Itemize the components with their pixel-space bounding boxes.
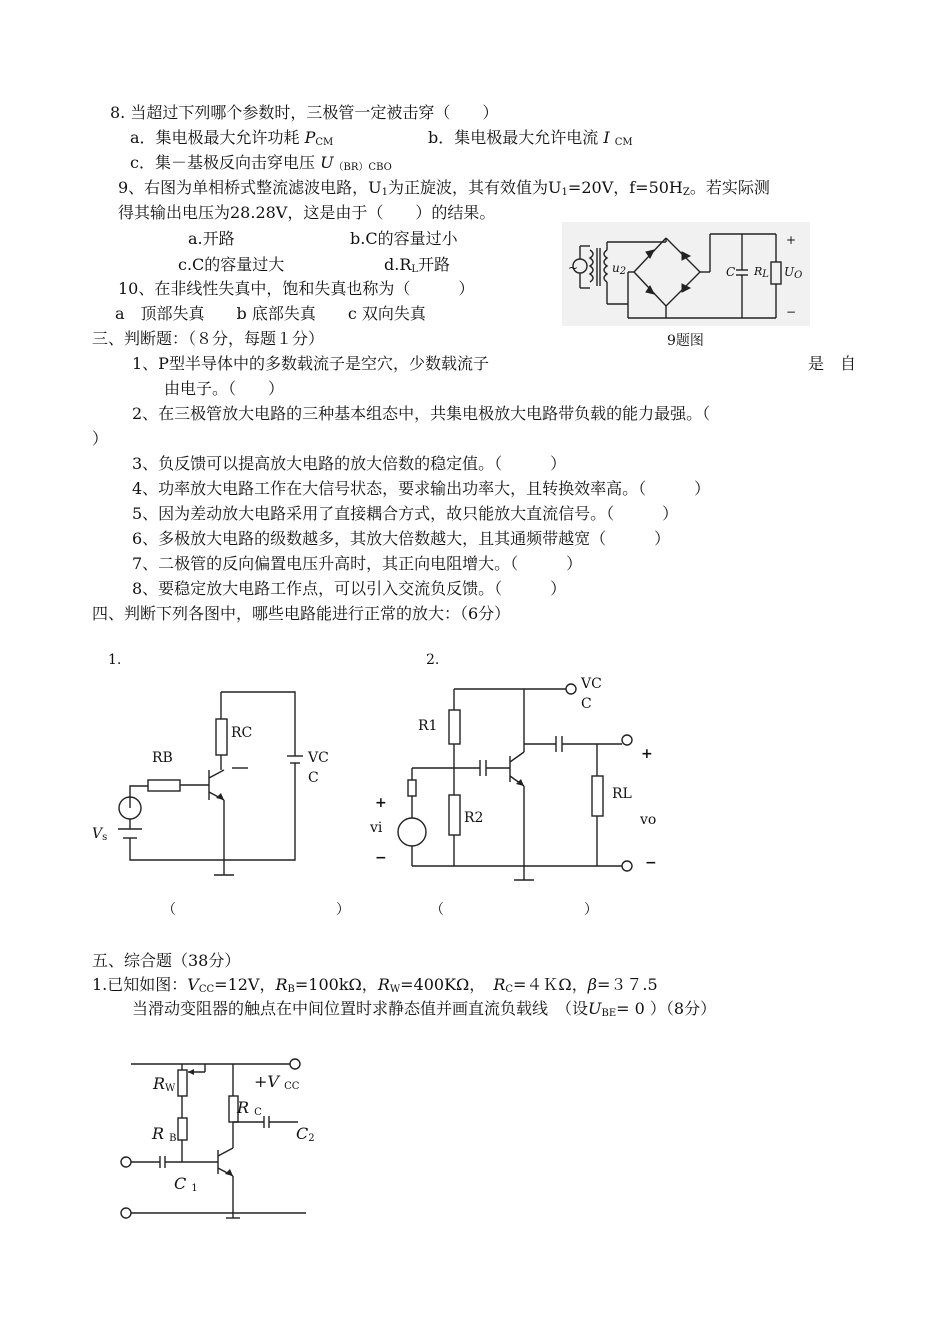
q9-option-b: b.C的容量过小 <box>350 229 458 248</box>
q9-figure-caption: 9题图 <box>667 333 704 349</box>
sec3-item-1: 1、P型半导体中的多数载流子是空穴，少数载流子 <box>132 354 489 373</box>
sec5-title: 五、综合题（38分） <box>92 951 241 970</box>
circuit1-rb-label: RB <box>152 750 173 766</box>
circuit1-rc-resistor-icon <box>216 719 227 755</box>
q8-option-c: c．集－基极反向击穿电压 $U_{(BR)CBO}$ <box>130 153 392 173</box>
rw-potentiometer-icon <box>178 1070 187 1096</box>
sec3-item-2: 2、在三极管放大电路的三种基本组态中，共集电极放大电路带负载的能力最强。（ <box>132 404 711 423</box>
circuit2-input-plus: + <box>375 795 387 811</box>
circuit1-rb-resistor-icon <box>148 780 180 791</box>
circuit1-answer-close: ） <box>336 902 350 918</box>
q9-stem: 9、右图为单相桥式整流滤波电路，$U_1$为正旋波，其有效值为$U_1=20V$，$f=50H_Z$。若实际测 <box>118 178 770 198</box>
sec5-c2-label: $C_2$ <box>296 1124 315 1144</box>
q8-stem: 8. 当超过下列哪个参数时，三极管一定被击穿（ ） <box>110 103 499 122</box>
q9-stem-line2: 得其输出电压为28.28V，这是由于（ ）的结果。 <box>118 203 496 222</box>
q8-option-a: a．集电极最大允许功耗 $P_{CM}$ <box>130 128 334 148</box>
sec3-item-2-line2: ） <box>92 429 109 448</box>
sec5-rw-label: $R_W$ <box>153 1074 176 1094</box>
rb-resistor-icon <box>178 1118 187 1140</box>
circuit1-answer-open: （ <box>162 902 176 918</box>
circuit2-output-plus: + <box>641 746 653 762</box>
sec3-title: 三、判断题：（８分，每题１分） <box>92 329 325 348</box>
circuit1-vcc-label: VC <box>308 750 329 766</box>
circuit2-rl-resistor-icon <box>592 776 603 816</box>
q9-option-c: c.C的容量过大 <box>178 255 285 274</box>
sec3-item-8: 8、要稳定放大电路工作点，可以引入交流负反馈。（ ） <box>132 579 567 598</box>
q8-option-b: b．集电极最大允许电流 I $_{CM}$ <box>428 128 633 148</box>
circuit2-answer-close: ） <box>584 902 598 918</box>
circuit2-output-minus: − <box>645 855 657 871</box>
q10-stem: 10、在非线性失真中，饱和失真也称为（ ） <box>118 279 475 298</box>
sec5-rb-label: R $_B$ <box>152 1124 177 1144</box>
circuit2-r2-label: R2 <box>464 810 484 826</box>
sec5-rc-label: R $_C$ <box>237 1098 262 1118</box>
circuit2-vcc-label: VC <box>581 676 602 692</box>
sec3-item-1-tail: 是 自 <box>808 354 857 373</box>
fig9-uo-label: $U_O$ <box>784 265 803 281</box>
sec5-vcc-label: +V $_{CC}$ <box>254 1072 300 1092</box>
circuit2-r2-resistor-icon <box>449 795 460 835</box>
circuit2-vi-label: vi <box>370 820 383 836</box>
circuit2-answer-open: （ <box>430 902 444 918</box>
sec5-c1-label: C $_1$ <box>174 1174 198 1194</box>
sec3-item-6: 6、多极放大电路的级数越多，其放大倍数越大，且其通频带越宽（ ） <box>132 529 671 548</box>
circuit2-source-resistor-icon <box>408 780 416 796</box>
sec3-item-5: 5、因为差动放大电路采用了直接耦合方式，故只能放大直流信号。（ ） <box>132 504 679 523</box>
circuit1-rc-label: RC <box>231 725 253 741</box>
fig9-rl-label: RL <box>754 265 769 280</box>
sec5-q1-task: 当滑动变阻器的触点在中间位置时求静态值并画直流负载线 （设$U_{BE}= 0$ ）（8分） <box>132 999 717 1019</box>
circuit2-vcc-label-2: C <box>581 696 592 712</box>
q10-options: a 顶部失真 b 底部失真 c 双向失真 <box>115 304 426 323</box>
fig9-source-label: ~ <box>568 261 579 275</box>
sec3-item-4: 4、功率放大电路工作在大信号状态，要求输出功率大，且转换效率高。（ ） <box>132 479 711 498</box>
circuit1-vs-label: $V_s$ <box>92 826 108 843</box>
q9-option-d: $d.R_L$开路 <box>384 255 451 275</box>
circuit1-number: 1. <box>108 652 122 668</box>
sec3-item-7: 7、二极管的反向偏置电压升高时，其正向电阻增大。（ ） <box>132 554 583 573</box>
circuit2-input-minus: − <box>375 850 387 866</box>
sec5-q1-given: 1.已知如图：$V_{CC}=12V$，$R_B=100k\Omega$，$R_W=400K\Omega$， $R_C=4K\Omega$，β=３７.5 <box>92 975 658 995</box>
sec3-item-1-line2: 由电子。（ ） <box>164 379 285 398</box>
fig9-plus-label: + <box>786 233 797 247</box>
q9-option-a: a.开路 <box>188 229 235 248</box>
circuit2-vo-label: vo <box>640 812 657 828</box>
fig9-u2-label: $u_2$ <box>612 261 627 277</box>
fig9-minus-label: − <box>786 305 797 319</box>
circuit1-vcc-label-2: C <box>308 770 319 786</box>
circuit2-r1-resistor-icon <box>449 710 460 744</box>
circuit2-rl-label: RL <box>612 786 632 802</box>
circuit2-number: 2. <box>426 652 440 668</box>
circuit2-r1-label: R1 <box>418 718 438 734</box>
fig9-c-label: C <box>726 265 736 279</box>
circuit2-source-icon <box>398 818 426 846</box>
sec4-title: 四、判断下列各图中，哪些电路能进行正常的放大：（6分） <box>92 604 511 623</box>
sec3-item-3: 3、负反馈可以提高放大电路的放大倍数的稳定值。（ ） <box>132 454 567 473</box>
